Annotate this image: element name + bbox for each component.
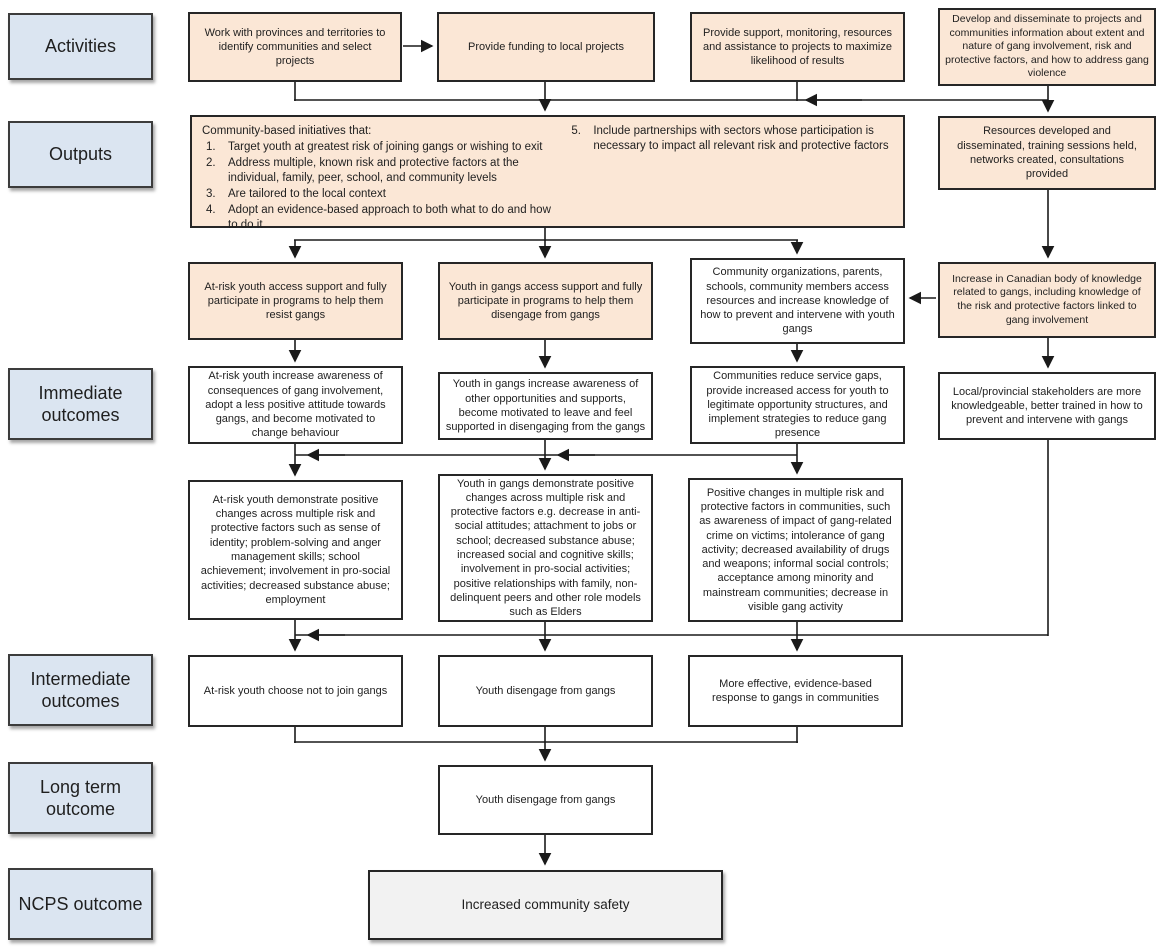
item-number: 4.	[206, 203, 216, 216]
arrows-changes-to-intermediate	[295, 620, 1048, 650]
intermediate-box-disengage: Youth disengage from gangs	[438, 655, 653, 727]
initiative-item	[202, 203, 561, 233]
initiative-item	[202, 187, 561, 202]
initiative-item	[202, 140, 561, 155]
row-label-long-term-outcome: Long term outcome	[8, 762, 153, 834]
reach-box-youth-in-gangs-access: Youth in gangs access support and fully participate in programs to help them disengage from gangs	[438, 262, 653, 340]
item-number: 2.	[206, 156, 216, 169]
activity-box-provide-support: Provide support, monitoring, resources and assistance to projects to maximize likelihood of results	[690, 12, 905, 82]
initiatives-intro: Community-based initiatives that:	[202, 125, 372, 137]
reach-box-community-organizations: Community organizations, parents, schools, community members access resources and increase knowledge of how to prevent and intervene with youth gangs	[690, 258, 905, 344]
change-box-at-risk-youth: At-risk youth demonstrate positive changes across multiple risk and protective factors such as sense of identity; problem-solving and anger management skills; school achievement; involvement in pro-social activities; decreased substance abuse; employment	[188, 480, 403, 620]
change-box-youth-in-gangs: Youth in gangs demonstrate positive changes across multiple risk and protective factors e.g. decrease in anti-social attitudes; attachment to jobs or school; decreased substance abuse; increased social and cognitive skills; involvement in pro-social activities; positive relationships with family, non-delinquent peers and other role models such as Elders	[438, 474, 653, 622]
intermediate-box-effective-response: More effective, evidence-based response to gangs in communities	[688, 655, 903, 727]
activity-box-provide-funding: Provide funding to local projects	[437, 12, 655, 82]
item-text: Target youth at greatest risk of joining gangs or wishing to exit	[228, 140, 543, 153]
reach-box-canadian-knowledge: Increase in Canadian body of knowledge related to gangs, including knowledge of the risk and protective factors linked to gang involvement	[938, 262, 1156, 338]
immediate-box-gang-youth-awareness: Youth in gangs increase awareness of other opportunities and supports, become motivated to leave and feel supported in disengaging from the gangs	[438, 372, 653, 440]
immediate-box-communities-reduce-gaps: Communities reduce service gaps, provide increased access for youth to legitimate opportunity structures, and implement strategies to reduce gang presence	[690, 366, 905, 444]
item-text: Include partnerships with sectors whose participation is necessary to impact all relevant risk and protective factors	[593, 125, 889, 152]
arrows-immediate-to-changes	[295, 440, 1048, 636]
item-number: 3.	[206, 187, 216, 200]
item-text: Are tailored to the local context	[228, 187, 386, 200]
change-box-communities: Positive changes in multiple risk and protective factors in communities, such as awareness of impact of gang-related crime on victims; intolerance of gang activity; decreased availability of drugs and weapons; informal social controls; acceptance among minority and mainstream communities; decrease in visible gang activity	[688, 478, 903, 622]
row-label-activities: Activities	[8, 13, 153, 80]
ncps-box-community-safety: Increased community safety	[368, 870, 723, 940]
arrows-intermediate-to-longterm	[294, 727, 798, 760]
initiative-item	[202, 156, 561, 186]
output-box-resources-developed: Resources developed and disseminated, training sessions held, networks created, consultations provided	[938, 116, 1156, 190]
activity-box-work-with-provinces: Work with provinces and territories to identify communities and select projects	[188, 12, 402, 82]
initiative-item	[567, 124, 899, 154]
item-text: Address multiple, known risk and protective factors at the individual, family, peer, school, and community levels	[228, 156, 519, 184]
row-label-intermediate-outcomes: Intermediate outcomes	[8, 654, 153, 726]
initiatives-left-column	[202, 124, 561, 234]
initiatives-right-column	[567, 124, 899, 234]
activity-box-develop-disseminate: Develop and disseminate to projects and communities information about extent and nature of gang involvement, risk and protective factors, and how to address gang violence	[938, 8, 1156, 86]
row-label-immediate-outcomes: Immediate outcomes	[8, 368, 153, 440]
row-label-outputs: Outputs	[8, 121, 153, 188]
item-number: 1.	[206, 140, 216, 153]
immediate-box-stakeholders-knowledgeable: Local/provincial stakeholders are more knowledgeable, better trained in how to prevent and intervene with gangs	[938, 372, 1156, 440]
intermediate-box-not-join-gangs: At-risk youth choose not to join gangs	[188, 655, 403, 727]
arrows-activities	[294, 46, 1048, 111]
immediate-box-at-risk-awareness: At-risk youth increase awareness of consequences of gang involvement, adopt a less positive attitude towards gangs, and become motivated to change behaviour	[188, 366, 403, 444]
arrows-reach-to-immediate	[295, 338, 1048, 367]
long-term-box-disengage: Youth disengage from gangs	[438, 765, 653, 835]
item-text: Adopt an evidence-based approach to both what to do and how to do it	[228, 203, 551, 231]
item-number: 5.	[571, 125, 581, 137]
reach-box-at-risk-youth-access: At-risk youth access support and fully participate in programs to help them resist gangs	[188, 262, 403, 340]
output-box-community-initiatives	[190, 115, 905, 231]
row-label-ncps-outcome: NCPS outcome	[8, 868, 153, 940]
